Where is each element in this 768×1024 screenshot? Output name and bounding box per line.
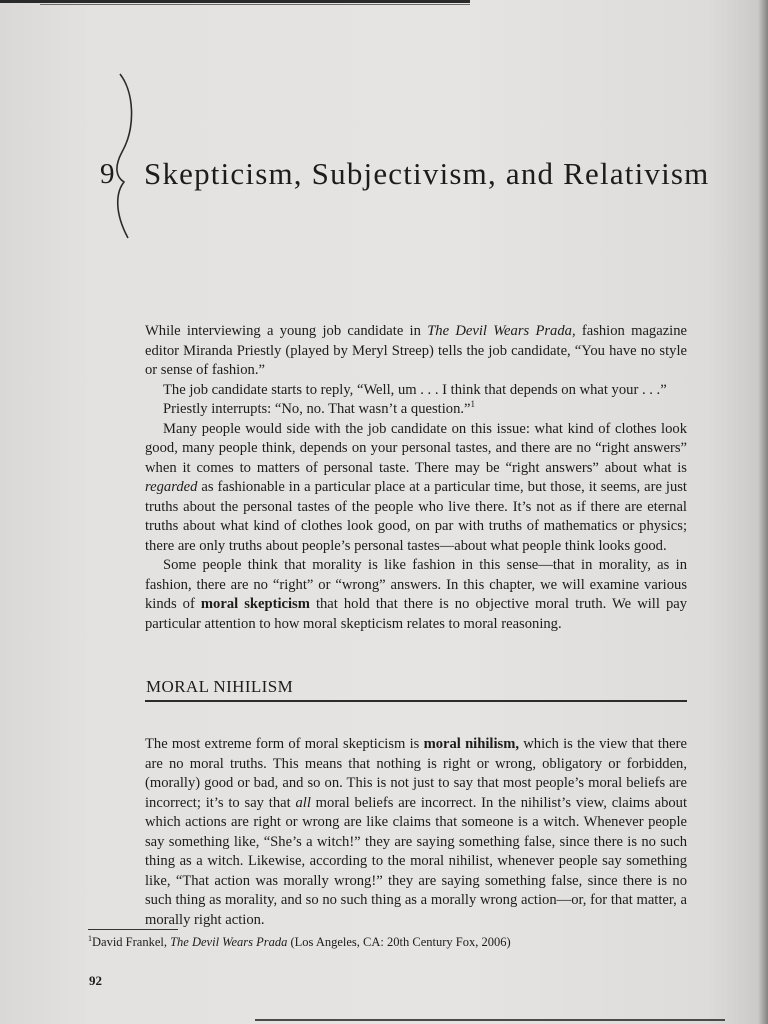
paragraph: The job candidate starts to reply, “Well, um . . . I think that depends on what your . . .” <box>163 381 667 398</box>
footnote: $^1$David Frankel, The Devil Wears Prada (Los Angeles, CA: 20th Century Fox, 2006) <box>88 933 511 949</box>
key-term: moral nihilism, <box>423 736 520 752</box>
top-rule <box>0 0 470 3</box>
section-text <box>145 735 687 930</box>
section-heading: MORAL NIHILISM <box>146 677 294 696</box>
paragraph: Some people think that morality is like fashion in this sense—that in morality, as in fashion, there are no “right” or “wrong” answers. In this chapter, we will examine various kinds of moral skepticism that hold that there is no objective moral truth. We will pay particular attention to how moral skepticism relates to moral reasoning. <box>145 557 688 632</box>
footnote-rule <box>88 929 178 930</box>
paragraph: Many people would side with the job candidate on this issue: what kind of clothes look good, many people think, depends on your personal tastes, and there are no “right answers” when it comes to matters of personal taste. There may be “right answers” about what is regarded as fashionable in a particular place at a particular time, but those, it seems, are just truths about the personal tastes of the people who live there. It’s not as if there are eternal truths about what kind of clothes look good, on par with truths of mathematics or physics; there are only truths about people’s personal tastes—about what people think looks good. <box>145 420 687 554</box>
section-rule <box>145 700 687 702</box>
film-title: The Devil Wears Prada <box>427 323 572 339</box>
paragraph: Priestly interrupts: “No, no. That wasn’t a question.”$^1$ <box>163 399 476 417</box>
chapter-title: Skepticism, Subjectivism, and Relativism <box>144 156 710 191</box>
chapter-number: 9 <box>100 158 115 190</box>
paragraph: The most extreme form of moral skepticism is moral nihilism, which is the view that there are no moral truths. This means that nothing is right or wrong, obligatory or forbidden, (morally) good or bad, and so on. This is not just to say that most people’s moral beliefs are incorrect; it’s to say that all moral beliefs are incorrect. In the nihilist’s view, claims about which actions are right or wrong are like claims that someone is a witch. Whenever people say something like, “She’s a witch!” they are saying something false, since there is no such thing as a witch. Likewise, according to the moral nihilist, whenever people say something like, “That action was morally wrong!” they are saying something false, since there is no such thing as morality, and so no such thing as a morally wrong action—or, for that matter, a morally right action. <box>145 736 688 928</box>
paragraph: While interviewing a young job candidate in The Devil Wears Prada, fashion magazine editor Miranda Priestly (played by Meryl Streep) tells the job candidate, “You have no style or sense of fashion.” <box>145 323 687 378</box>
chapter-bracket-ornament <box>112 72 142 242</box>
page-edge-shadow <box>758 0 768 1024</box>
top-rule-thin <box>40 4 470 5</box>
key-term: moral skepticism <box>200 596 310 612</box>
footnote-ref: 1 <box>470 399 476 410</box>
intro-text <box>145 322 687 634</box>
page-number: 92 <box>89 973 102 988</box>
bottom-rule <box>255 1019 725 1021</box>
